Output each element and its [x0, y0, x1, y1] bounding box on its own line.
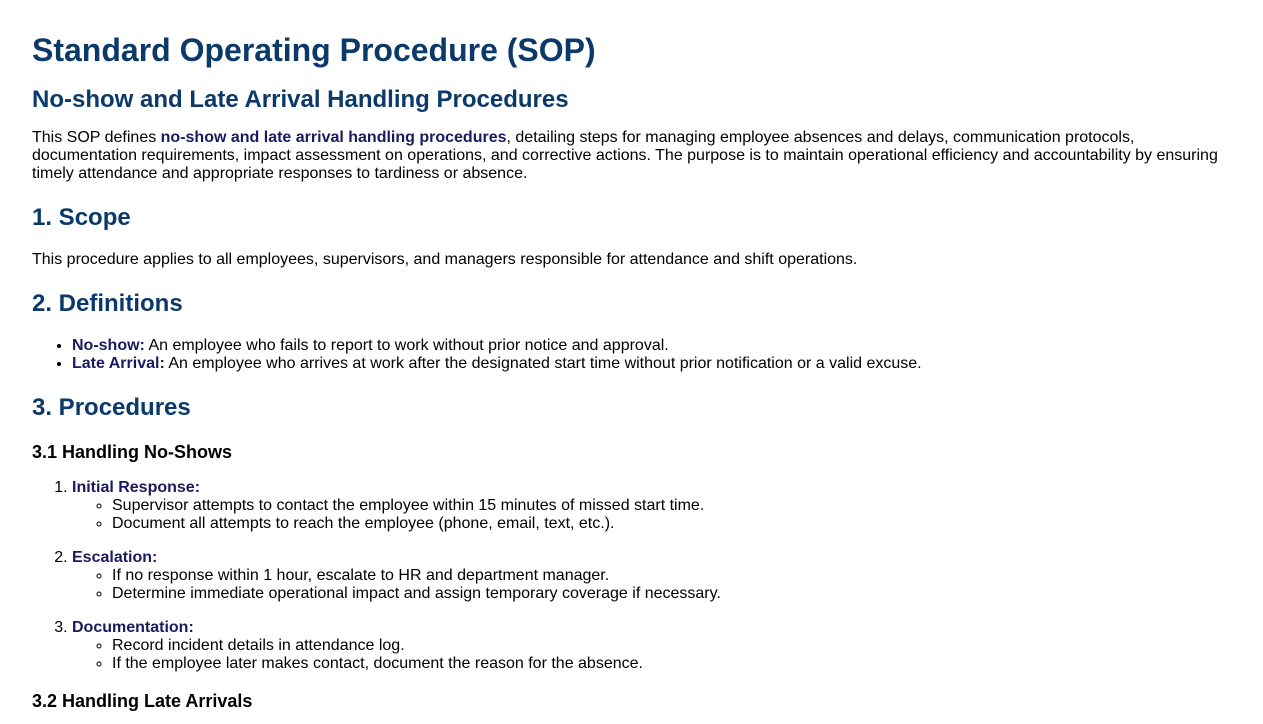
definition-term: Late Arrival: [72, 355, 165, 372]
page-title: Standard Operating Procedure (SOP) [32, 32, 596, 68]
step-bullet: ◦ If no response within 1 hour, escalate to HR and department manager. [112, 567, 1231, 585]
definition-item [72, 355, 1231, 373]
no-shows-steps [32, 479, 1231, 673]
definition-term: No-show: [72, 337, 145, 354]
definitions-heading: 2. Definitions [32, 290, 183, 317]
intro-suffix: , detailing steps for managing employee absences and delays, communication protocols, documentation requirements, impact assessment on operations, and corrective actions. The purpose is to maintain operational efficiency and accountability by ensuring timely attendance and appropriate responses to tardiness or absence. [32, 129, 1218, 182]
step-bullets [72, 637, 1231, 673]
step-title: Escalation: [72, 549, 158, 566]
step-item [72, 619, 1231, 673]
step-bullet: ◦ Record incident details in attendance log. [112, 637, 1231, 655]
step-bullets [72, 497, 1231, 533]
step-item [72, 479, 1231, 533]
definition-text: An employee who arrives at work after the designated start time without prior notification or a valid excuse. [164, 355, 922, 372]
scope-heading: 1. Scope [32, 204, 131, 231]
late-arrivals-heading: 3.2 Handling Late Arrivals [32, 691, 253, 711]
definitions-list [32, 337, 1231, 373]
definition-item [72, 337, 1231, 355]
step-bullets [72, 567, 1231, 603]
definition-text: An employee who fails to report to work without prior notice and approval. [144, 337, 669, 354]
intro-prefix: This SOP defines [32, 129, 161, 146]
procedures-heading: 3. Procedures [32, 394, 191, 421]
step-bullet: ◦ Document all attempts to reach the employee (phone, email, text, etc.). [112, 515, 1231, 533]
step-bullet: ◦ Supervisor attempts to contact the employee within 15 minutes of missed start time. [112, 497, 1231, 515]
intro-bold: no-show and late arrival handling procedures [160, 129, 507, 146]
step-bullet: ◦ Determine immediate operational impact and assign temporary coverage if necessary. [112, 585, 1231, 603]
page-subtitle: No-show and Late Arrival Handling Procedures [32, 86, 569, 113]
intro-paragraph [32, 129, 1231, 183]
step-title: Documentation: [72, 619, 194, 636]
step-bullet: ◦ If the employee later makes contact, document the reason for the absence. [112, 655, 1231, 673]
step-title: Initial Response: [72, 479, 201, 496]
step-item [72, 549, 1231, 603]
no-shows-heading: 3.1 Handling No-Shows [32, 442, 233, 462]
scope-text: This procedure applies to all employees, supervisors, and managers responsible for attendance and shift operations. [32, 251, 858, 268]
